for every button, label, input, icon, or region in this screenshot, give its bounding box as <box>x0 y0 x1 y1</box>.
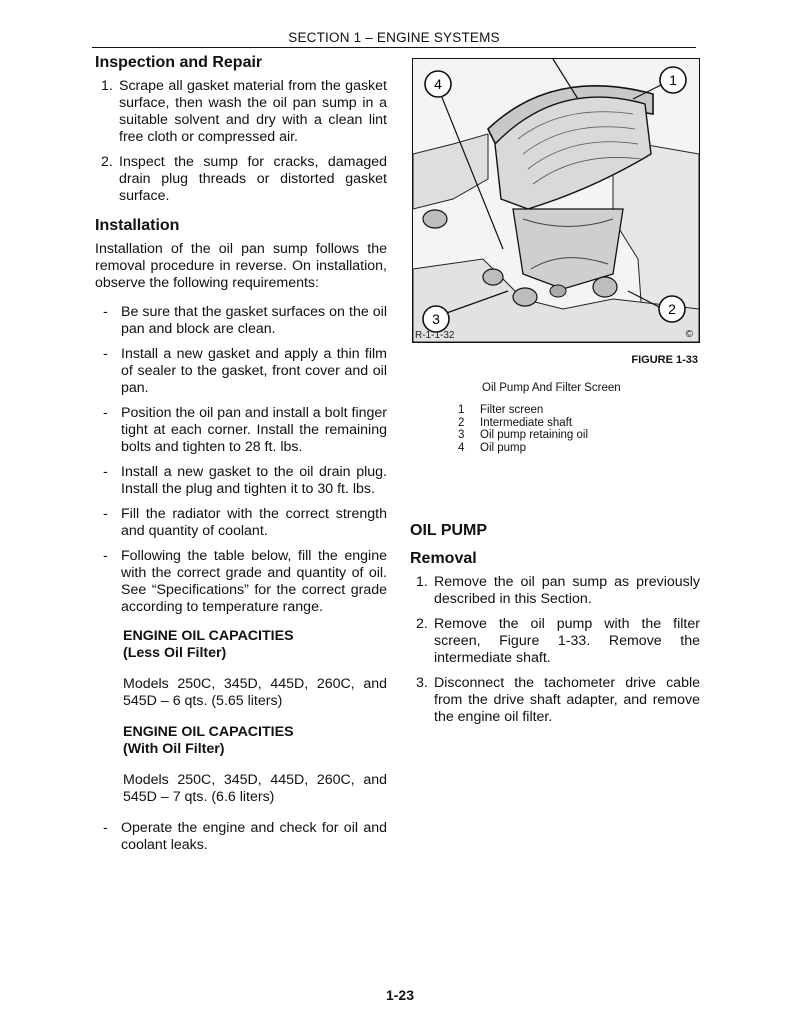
step-number: 2. <box>416 616 428 632</box>
section-header: SECTION 1 – ENGINE SYSTEMS <box>288 30 500 45</box>
list-item: - Following the table below, fill the engine with the correct grade and quantity of oil. See “Specifications” for the correct grade according to temperature range. <box>103 548 387 615</box>
callout-2-label: 2 <box>668 301 676 317</box>
oil-pump-illustration <box>413 59 699 342</box>
step-number: 1. <box>101 78 113 94</box>
list-item <box>95 78 387 146</box>
capacity-subtitle: (Less Oil Filter) <box>123 645 227 661</box>
final-requirement <box>95 820 387 854</box>
list-item: - Be sure that the gasket surfaces on the oil pan and block are clean. <box>103 304 387 337</box>
oil-pump-figure <box>412 58 700 343</box>
capacity-text: Models 250C, 345D, 445D, 260C, and 545D – 7 qts. (6.6 liters) <box>123 772 387 805</box>
removal-steps <box>410 574 700 726</box>
capacity-title: ENGINE OIL CAPACITIES <box>123 628 294 644</box>
list-item: - Position the oil pan and install a bolt finger tight at each corner. Install the remaining bolts and tighten to 28 ft. lbs. <box>103 405 387 455</box>
capacity-subtitle: (With Oil Filter) <box>123 741 225 757</box>
installation-intro: Installation of the oil pan sump follows the removal procedure in reverse. On installation, observe the following requirements: <box>95 241 387 291</box>
list-item <box>410 616 700 667</box>
legend-item: 4 Oil pump <box>458 441 527 454</box>
figure-caption: Oil Pump And Filter Screen <box>482 382 621 394</box>
installation-requirements <box>95 304 387 616</box>
list-item: - Fill the radiator with the correct strength and quantity of coolant. <box>103 506 387 539</box>
inspection-steps <box>95 78 387 205</box>
removal-heading: Removal <box>410 550 477 567</box>
page-number: 1-23 <box>385 987 415 1003</box>
list-item: - Install a new gasket to the oil drain plug. Install the plug and tighten it to 30 ft. lbs. <box>103 464 387 497</box>
oil-pump-heading: OIL PUMP <box>410 522 488 539</box>
inspection-heading: Inspection and Repair <box>95 54 263 71</box>
step-number: 1. <box>416 574 428 590</box>
list-item <box>410 574 700 608</box>
installation-heading: Installation <box>95 217 180 234</box>
figure-reference: R-1-1-32 <box>415 330 455 341</box>
legend-item: 1 Filter screen <box>458 404 544 416</box>
step-text: Inspect the sump for cracks, damaged drain plug threads or distorted gasket surface. <box>119 154 387 204</box>
step-text: Remove the oil pump with the filter screen, Figure 1-33. Remove the intermediate shaft. <box>434 616 700 666</box>
list-item: - Install a new gasket and apply a thin film of sealer to the gasket, front cover and oil pan. <box>103 346 387 396</box>
step-text: Scrape all gasket material from the gasket surface, then wash the oil pan sump in a suitable solvent and dry with a clean lint free cloth or compressed air. <box>119 78 387 145</box>
figure-legend <box>458 404 588 454</box>
legend-item: 3 Oil pump retaining oil <box>458 429 589 441</box>
legend-item: 2 Intermediate shaft <box>458 416 573 429</box>
right-column <box>410 520 700 726</box>
left-column <box>95 52 387 854</box>
header-divider <box>92 47 696 48</box>
list-item: - Operate the engine and check for oil and coolant leaks. <box>103 820 387 853</box>
capacity-text: Models 250C, 345D, 445D, 260C, and 545D – 6 qts. (5.65 liters) <box>123 676 387 709</box>
list-item <box>410 675 700 726</box>
step-number: 2. <box>101 154 113 170</box>
step-text: Disconnect the tachometer drive cable from the drive shaft adapter, and remove the engine oil filter. <box>434 675 700 725</box>
step-number: 3. <box>416 675 428 691</box>
oil-capacities <box>95 616 387 806</box>
callout-3-label: 3 <box>432 311 440 327</box>
step-text: Remove the oil pan sump as previously described in this Section. <box>434 574 700 607</box>
list-item <box>95 154 387 205</box>
copyright-mark: © <box>685 329 693 340</box>
callout-4-label: 4 <box>434 76 442 92</box>
callout-1-label: 1 <box>669 72 677 88</box>
figure-label: FIGURE 1-33 <box>631 354 698 366</box>
capacity-title: ENGINE OIL CAPACITIES <box>123 724 294 740</box>
